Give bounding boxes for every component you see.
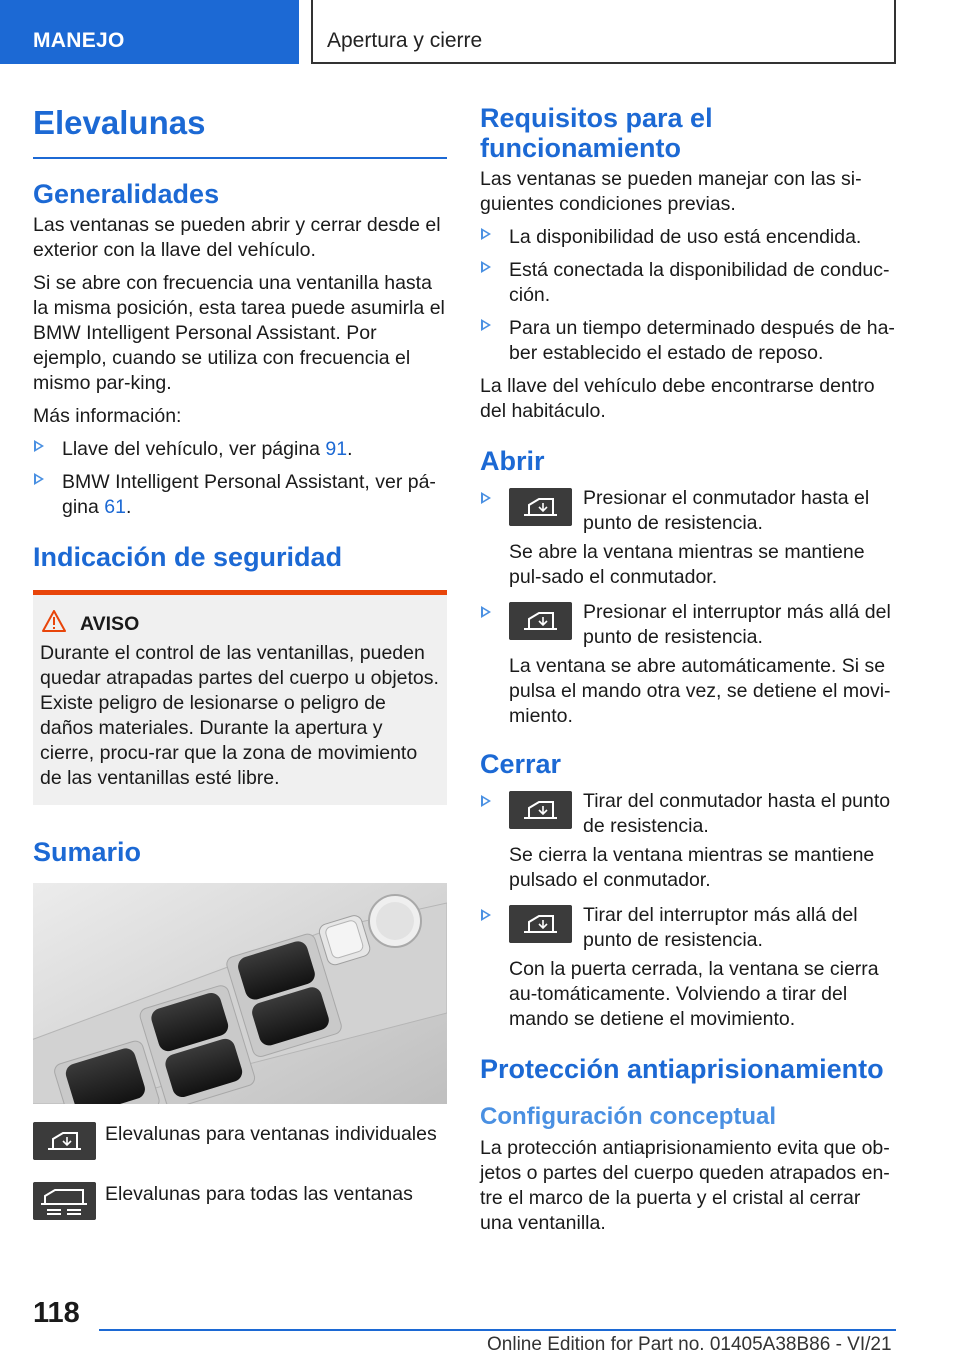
warning-title-text: AVISO — [80, 613, 140, 635]
window-single-icon — [509, 488, 572, 526]
list-item-text: Para un tiempo determinado después de ha‐ber establecido el estado de reposo. — [509, 317, 895, 364]
window-single-icon — [33, 1122, 96, 1160]
action-head — [509, 903, 896, 953]
paragraph: La llave del vehículo debe encontrarse dentro del habitáculo. — [480, 375, 875, 422]
page-number: 118 — [33, 1297, 80, 1329]
action-detail: Se cierra la ventana mientras se mantiene pulsado el conmutador. — [509, 844, 875, 891]
window-single-icon — [509, 602, 572, 640]
window-all-icon — [33, 1182, 96, 1220]
warning-triangle-icon — [42, 610, 66, 632]
heading-requisitos: Requisitos para el funcionamiento — [480, 103, 713, 163]
list-item — [480, 225, 896, 250]
list-item — [480, 258, 896, 308]
heading-sumario: Sumario — [33, 837, 142, 867]
list-item — [33, 437, 447, 462]
title-divider — [33, 157, 447, 159]
footer-divider — [99, 1329, 896, 1331]
right-column — [480, 95, 896, 1244]
action-text: Presionar el interruptor más allá del punto de resistencia. — [583, 601, 891, 648]
page-link[interactable]: 61 — [104, 496, 126, 518]
bullet-triangle-icon — [481, 606, 491, 618]
page-title: Elevalunas — [33, 104, 206, 141]
bullet-triangle-icon — [34, 473, 44, 485]
heading-cerrar: Cerrar — [480, 749, 562, 779]
edition-label: Online Edition for Part no. 01405A38B86 - VI/21 — [487, 1334, 892, 1355]
section-tab[interactable]: MANEJO — [0, 0, 299, 64]
reference-list — [33, 437, 447, 520]
window-switches-photo — [33, 883, 447, 1104]
paragraph: Si se abre con frecuencia una ventanilla hasta la misma posición, esta tarea puede asumirla el BMW Intelligent Personal Assistant. Por ejemplo, cuando se utiliza con frecuencia el mismo par‐king. — [33, 272, 445, 394]
action-item — [480, 903, 896, 1032]
legend-row — [33, 1122, 447, 1182]
heading-seguridad: Indicación de seguridad — [33, 542, 343, 572]
action-text: Tirar del conmutador hasta el punto de resistencia. — [583, 790, 891, 837]
legend-text: Elevalunas para ventanas individuales — [105, 1123, 437, 1145]
warning-title — [80, 611, 439, 637]
warning-box — [33, 595, 447, 805]
action-item — [480, 789, 896, 893]
paragraph: Las ventanas se pueden abrir y cerrar desde el exterior con la llave del vehículo. — [33, 214, 441, 261]
requirements-list — [480, 225, 896, 366]
bullet-triangle-icon — [481, 319, 491, 331]
bullet-triangle-icon — [481, 909, 491, 921]
list-item — [480, 316, 896, 366]
bullet-triangle-icon — [34, 440, 44, 452]
window-single-icon — [509, 791, 572, 829]
bullet-triangle-icon — [481, 261, 491, 273]
action-detail: Se abre la ventana mientras se mantiene pul‐sado el conmutador. — [509, 541, 865, 588]
page-header — [0, 0, 960, 66]
action-text: Presionar el conmutador hasta el punto de resistencia. — [583, 487, 870, 534]
list-item-text: La disponibilidad de uso está encendida. — [509, 226, 862, 248]
window-single-icon — [509, 905, 572, 943]
more-info-label: Más información: — [33, 405, 182, 427]
bullet-triangle-icon — [481, 228, 491, 240]
action-head — [509, 789, 896, 839]
action-text: Tirar del interruptor más allá del punto de resistencia. — [583, 904, 858, 951]
legend-text: Elevalunas para todas las ventanas — [105, 1183, 413, 1205]
list-item-text: BMW Intelligent Personal Assistant, ver pá‐gina — [62, 471, 436, 518]
left-column — [33, 95, 447, 1242]
page-link[interactable]: 91 — [325, 438, 348, 460]
heading-abrir: Abrir — [480, 446, 545, 476]
paragraph: La protección antiaprisionamiento evita que ob‐jetos o partes del cuerpo queden atrapados en‐tre el marco de la puerta y el cristal al cerrar una ventanilla. — [480, 1137, 890, 1234]
heading-generalidades: Generalidades — [33, 179, 220, 209]
legend-row — [33, 1182, 447, 1242]
punctuation: . — [347, 438, 353, 460]
paragraph: Las ventanas se pueden manejar con las si‐guientes condiciones previas. — [480, 168, 862, 215]
list-item-text: Llave del vehículo, ver página — [62, 438, 326, 460]
action-head — [509, 486, 896, 536]
list-item — [33, 470, 447, 520]
action-item — [480, 486, 896, 590]
bullet-triangle-icon — [481, 795, 491, 807]
warning-text: Durante el control de las ventanillas, pueden quedar atrapadas partes del cuerpo u objetos. Existe peligro de lesionarse o peligro de daños materiales. Durante la apertura y cierre, procu‐rar que la zona de movimiento de las ventanillas esté libre. — [40, 642, 439, 789]
punctuation: . — [126, 496, 132, 518]
subheading-configuracion: Configuración conceptual — [480, 1103, 777, 1130]
chapter-tab[interactable]: Apertura y cierre — [311, 0, 896, 64]
action-detail: La ventana se abre automáticamente. Si se pulsa el mando otra vez, se detiene el movi‐miento. — [509, 655, 891, 727]
list-item-text: Está conectada la disponibilidad de conduc‐ción. — [509, 259, 890, 306]
action-detail: Con la puerta cerrada, la ventana se cierra au‐tomáticamente. Volviendo a tirar del mando se detiene el movimiento. — [509, 958, 879, 1030]
bullet-triangle-icon — [481, 492, 491, 504]
action-item — [480, 600, 896, 729]
heading-proteccion: Protección antiaprisionamiento — [480, 1054, 884, 1084]
window-switches-illustration — [33, 883, 447, 1104]
action-head — [509, 600, 896, 650]
